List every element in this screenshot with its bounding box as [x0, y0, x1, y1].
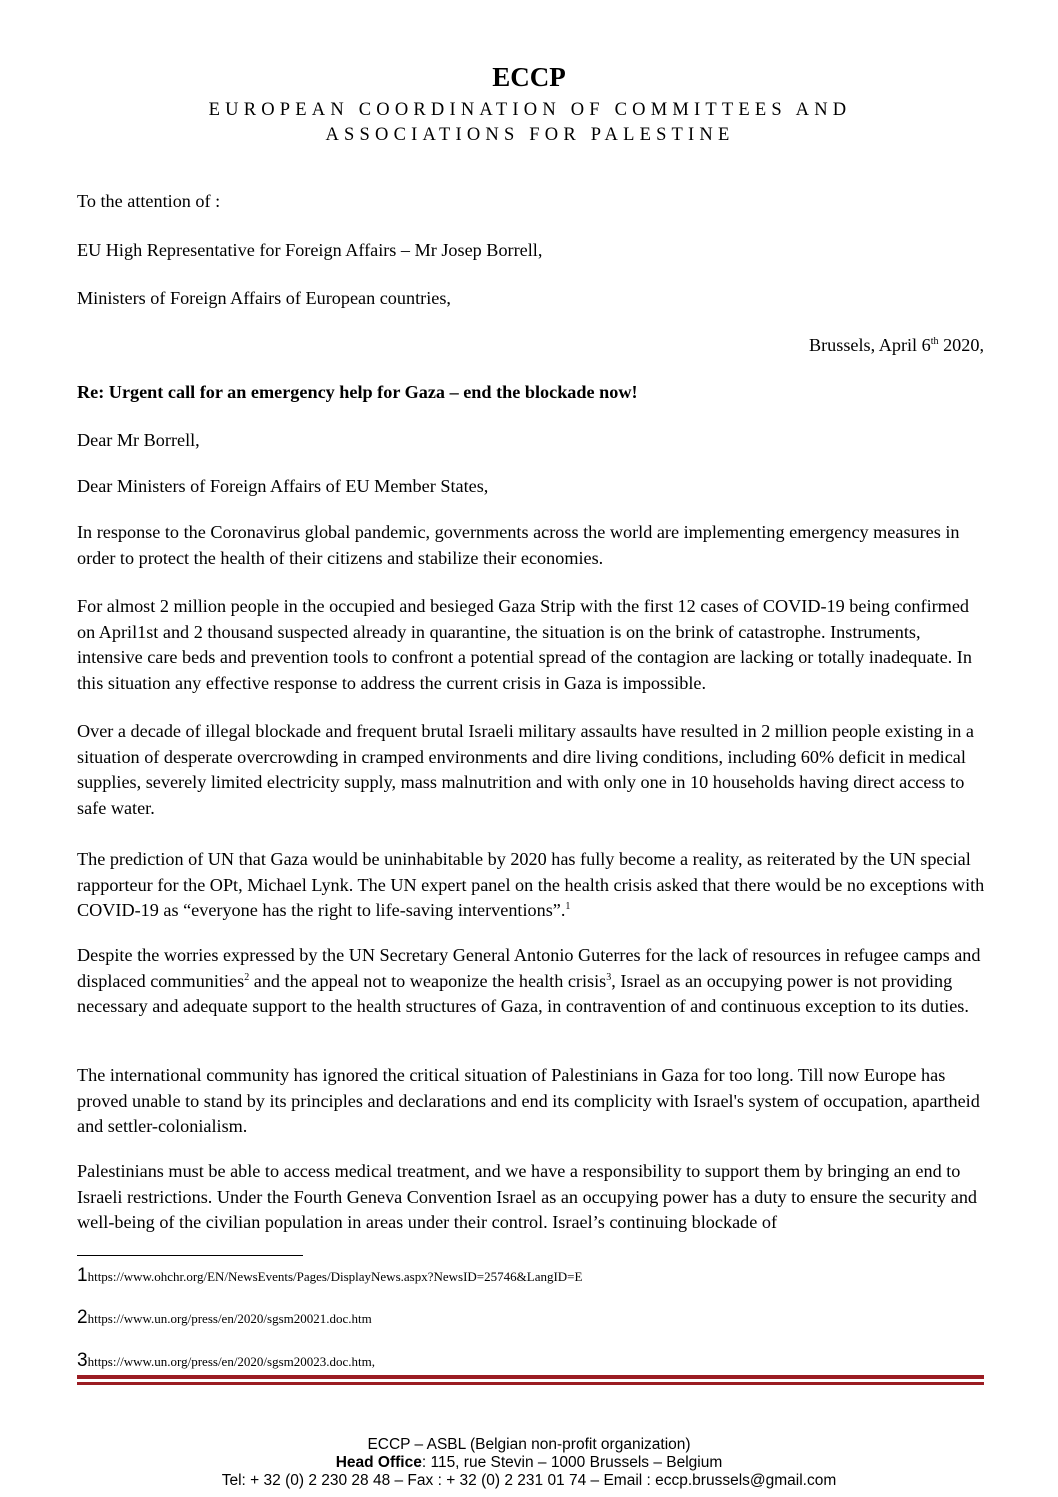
footnote-link[interactable]: https://www.un.org/press/en/2020/sgsm20023.doc.htm,: [87, 1354, 376, 1369]
attention-line: To the attention of :: [77, 191, 221, 211]
organization-subtitle: [180, 98, 880, 148]
footer-head-office-label: Head Office: [335, 1454, 422, 1471]
footnote-ref-2: 2: [244, 971, 250, 983]
footnote-separator: [77, 1255, 303, 1256]
footnote-3: [77, 1350, 375, 1372]
footnote-number: 3: [77, 1350, 88, 1371]
footer-address-line: [0, 1454, 1058, 1472]
paragraph-4-text: The prediction of UN that Gaza would be uninhabitable by 2020 has fully become a reality, as reiterated by the UN special rapporteur for the OPt, Michael Lynk. The UN expert panel on the health crisis asked that there would be no exceptions with COVID-19 as “everyone has the right to life-saving interventions”.: [77, 849, 985, 920]
footer-rule-thick: [77, 1375, 984, 1379]
salutation-1: Dear Mr Borrell,: [77, 430, 200, 450]
paragraph-5-text-c: , Israel as an occupying power is not providing necessary and adequate support to the health structures of Gaza, in contravention of and continuous exception to its duties.: [77, 970, 969, 1016]
date-line: [77, 333, 984, 359]
organization-title: ECCP: [492, 62, 566, 92]
paragraph-5-text-a: Despite the worries expressed by the UN Secretary General Antonio Guterres for the lack of resources in refugee camps and displaced communities: [77, 945, 981, 991]
paragraph-3: Over a decade of illegal blockade and frequent brutal Israeli military assaults have resulted in 2 million people existing in a situation of desperate overcrowding in cramped environments and dire living conditions, including 60% deficit in medical supplies, severely limited electricity supply, mass malnutrition and with only one in 10 households having direct access to safe water.: [77, 721, 974, 818]
footnote-ref-3: 3: [606, 971, 612, 983]
paragraph-4: [77, 847, 987, 924]
paragraph-5: [77, 943, 987, 1020]
footer-rule-thin: [77, 1382, 984, 1385]
date-prefix: Brussels, April 6: [808, 335, 931, 355]
recipient-line-2: Ministers of Foreign Affairs of European countries,: [77, 288, 451, 308]
footer-address: : 115, rue Stevin – 1000 Brussels – Belgium: [421, 1454, 723, 1471]
subtitle-line-2: ASSOCIATIONS FOR PALESTINE: [325, 125, 735, 145]
footnote-number: 2: [77, 1307, 88, 1328]
footer-org-line: ECCP – ASBL (Belgian non-profit organization): [367, 1436, 691, 1453]
paragraph-5-text-b: and the appeal not to weaponize the health crisis: [249, 970, 607, 991]
footnote-1: [77, 1265, 582, 1287]
recipient-line-1: EU High Representative for Foreign Affairs – Mr Josep Borrell,: [77, 240, 543, 260]
paragraph-6: The international community has ignored the critical situation of Palestinians in Gaza for too long. Till now Europe has proved unable to stand by its principles and declarations and end its complicity with Israel's system of occupation, apartheid and settler-colonialism.: [77, 1065, 980, 1136]
date-suffix: 2020,: [938, 335, 984, 355]
paragraph-7: Palestinians must be able to access medical treatment, and we have a responsibility to support them by bringing an end to Israeli restrictions. Under the Fourth Geneva Convention Israel as an occupying power has a duty to ensure the security and well-being of the civilian population in areas under their control. Israel’s continuing blockade of: [77, 1161, 978, 1232]
footnote-link[interactable]: https://www.ohchr.org/EN/NewsEvents/Pages/DisplayNews.aspx?NewsID=25746&LangID=E: [87, 1269, 583, 1284]
footnote-2: [77, 1307, 372, 1329]
paragraph-1: In response to the Coronavirus global pandemic, governments across the world are implementing emergency measures in order to protect the health of their citizens and stabilize their economies.: [77, 522, 960, 568]
subject-line: Re: Urgent call for an emergency help for Gaza – end the blockade now!: [77, 382, 638, 402]
salutation-2: Dear Ministers of Foreign Affairs of EU Member States,: [77, 476, 489, 496]
footnote-number: 1: [77, 1265, 88, 1286]
subtitle-line-1: EUROPEAN COORDINATION OF COMMITTEES AND: [208, 100, 852, 120]
footnote-ref-1: 1: [565, 900, 571, 912]
date-superscript: th: [930, 335, 939, 347]
footer-contact-line: Tel: + 32 (0) 2 230 28 48 – Fax : + 32 (0) 2 231 01 74 – Email : eccp.brussels@gmail.com: [221, 1472, 837, 1489]
paragraph-2: For almost 2 million people in the occupied and besieged Gaza Strip with the first 12 cases of COVID-19 being confirmed on April1st and 2 thousand suspected already in quarantine, the situation is on the brink of catastrophe. Instruments, intensive care beds and prevention tools to confront a potential spread of the contagion are lacking or totally inadequate. In this situation any effective response to address the current crisis in Gaza is impossible.: [77, 596, 972, 693]
footnote-link[interactable]: https://www.un.org/press/en/2020/sgsm20021.doc.htm: [87, 1311, 372, 1326]
